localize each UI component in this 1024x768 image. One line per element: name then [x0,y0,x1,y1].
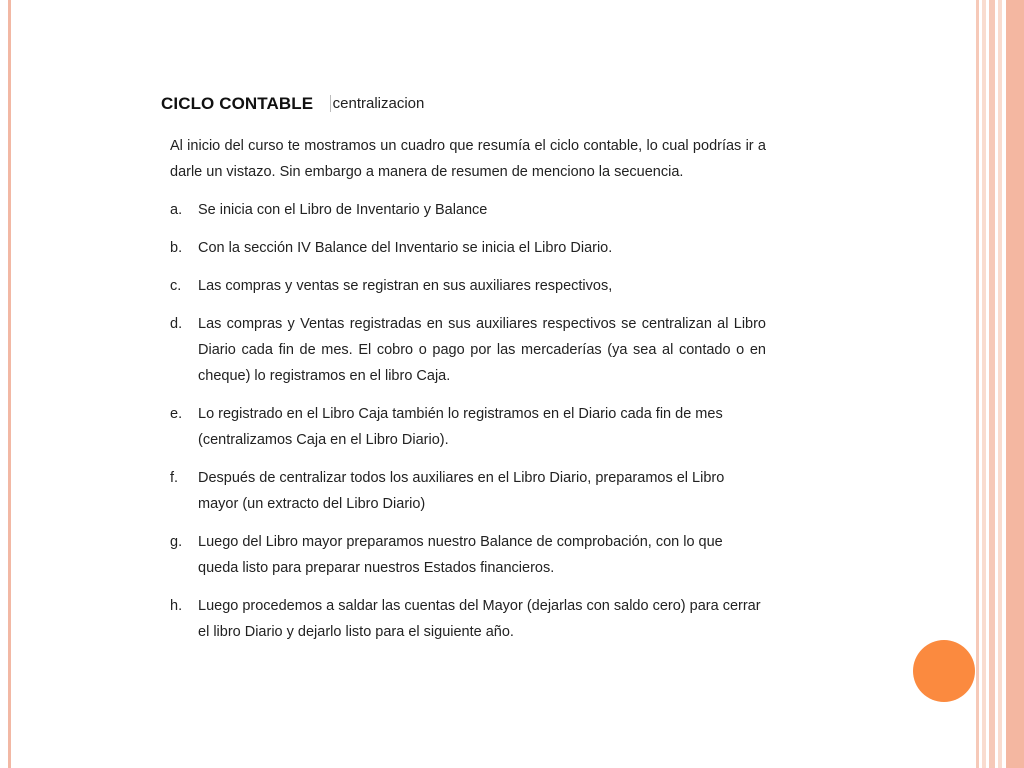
list-item [170,197,766,223]
slide-left-border [8,0,11,768]
heading-row [161,94,424,114]
list-item [170,401,766,453]
stripe [998,0,1002,768]
decorative-circle [913,640,975,702]
list-item-text: Lo registrado en el Libro Caja también lo registramos en el Diario cada fin de mes (centralizamos Caja en el Libro Diario). [198,406,723,448]
list-item [170,273,766,299]
list-item-text: Las compras y ventas se registran en sus auxiliares respectivos, [198,278,613,294]
list-item [170,529,766,581]
list-item-letter: g. [170,534,183,550]
list-item-letter: e. [170,406,183,422]
decorative-stripes [976,0,1024,768]
stripe [982,0,986,768]
list-item [170,593,766,645]
list-item-letter: c. [170,278,182,294]
list-item-letter: h. [170,598,183,614]
list-item-letter: f. [170,470,179,486]
stripe [989,0,995,768]
list-item-text: Con la sección IV Balance del Inventario se inicia el Libro Diario. [198,240,613,256]
page-subtitle: centralizacion [330,95,425,112]
list-item-text: Luego procedemos a saldar las cuentas del Mayor (dejarlas con saldo cero) para cerrar el libro Diario y dejarlo listo para el siguiente año. [198,598,761,640]
slide-content [170,133,766,645]
list-item [170,311,766,389]
list-item [170,235,766,261]
list-item-text: Se inicia con el Libro de Inventario y Balance [198,202,488,218]
list-item-text: Luego del Libro mayor preparamos nuestro Balance de comprobación, con lo que queda listo para preparar nuestros Estados financieros. [198,534,723,576]
list-item-letter: d. [170,316,183,332]
list-item-text: Las compras y Ventas registradas en sus auxiliares respectivos se centralizan al Libro Diario cada fin de mes. El cobro o pago por las mercaderías (ya sea al contado o en cheque) lo registramos en el libro Caja. [198,316,766,384]
intro-paragraph: Al inicio del curso te mostramos un cuadro que resumía el ciclo contable, lo cual podrías ir a darle un vistazo. Sin embargo a manera de resumen de menciono la secuencia. [170,138,766,180]
list-item-text: Después de centralizar todos los auxiliares en el Libro Diario, preparamos el Libro mayor (un extracto del Libro Diario) [198,470,725,512]
list-item [170,465,766,517]
sequence-list [170,197,766,645]
list-item-letter: b. [170,240,183,256]
stripe [976,0,979,768]
page-title: CICLO CONTABLE [161,94,314,113]
list-item-letter: a. [170,202,183,218]
stripe [1006,0,1024,768]
